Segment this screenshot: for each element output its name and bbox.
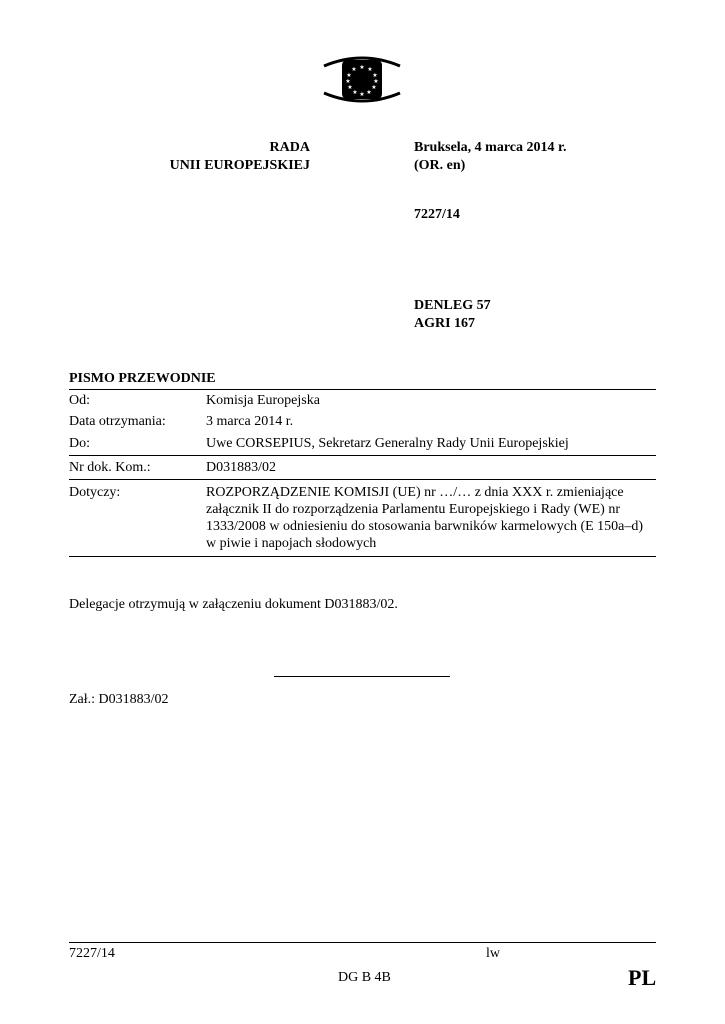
council-name-line2: UNII EUROPEJSKIEJ xyxy=(169,158,310,173)
svg-text:★: ★ xyxy=(359,91,365,98)
document-title: PISMO PRZEWODNIE xyxy=(69,371,216,386)
svg-text:★: ★ xyxy=(367,66,373,73)
commission-doc-value: D031883/02 xyxy=(206,460,276,475)
to-value: Uwe CORSEPIUS, Sekretarz Generalny Rady Unii Europejskiej xyxy=(206,436,569,451)
original-language: (OR. en) xyxy=(414,158,466,173)
to-label: Do: xyxy=(69,436,90,451)
place-date-block xyxy=(414,139,566,175)
code-agri: AGRI 167 xyxy=(414,316,476,331)
from-label: Od: xyxy=(69,393,90,408)
footer-department: DG B 4B xyxy=(338,970,391,985)
council-name-line1: RADA xyxy=(269,140,310,155)
footer-doc-ref: 7227/14 xyxy=(69,946,115,961)
council-name xyxy=(70,139,310,175)
body-text: Delegacje otrzymują w załączeniu dokument D031883/02. xyxy=(69,597,398,612)
classification-codes xyxy=(414,297,491,333)
document-number: 7227/14 xyxy=(414,207,460,222)
footer-initials: lw xyxy=(486,946,500,961)
table-row-from xyxy=(69,389,656,411)
attachment-note: Zał.: D031883/02 xyxy=(69,692,169,707)
svg-text:★: ★ xyxy=(347,84,353,91)
table-row-commission-doc-number xyxy=(69,455,656,479)
svg-text:★: ★ xyxy=(359,64,365,71)
eu-council-logo-icon xyxy=(318,52,406,107)
svg-text:★: ★ xyxy=(346,72,352,79)
table-row-subject xyxy=(69,479,656,556)
svg-text:★: ★ xyxy=(372,72,378,79)
footer-rule xyxy=(69,942,656,943)
svg-text:★: ★ xyxy=(373,78,379,85)
code-denleg: DENLEG 57 xyxy=(414,298,491,313)
svg-text:★: ★ xyxy=(371,84,377,91)
svg-text:★: ★ xyxy=(352,89,358,96)
separator-line xyxy=(274,676,450,677)
svg-text:★: ★ xyxy=(351,66,357,73)
received-date-value: 3 marca 2014 r. xyxy=(206,414,294,429)
svg-text:★: ★ xyxy=(366,89,372,96)
place-date: Bruksela, 4 marca 2014 r. xyxy=(414,140,567,155)
from-value: Komisja Europejska xyxy=(206,393,320,408)
subject-label: Dotyczy: xyxy=(69,485,121,500)
footer-language-code: PL xyxy=(628,965,657,990)
table-bottom-rule xyxy=(69,556,656,557)
subject-value: ROZPORZĄDZENIE KOMISJI (UE) nr …/… z dnia XXX r. zmieniające załącznik II do rozporządzenia Parlamentu Europejskiego i Rady (WE) nr 1333/2008 w odniesieniu do stosowania barwników karmelowych (E 150a–d) w piwie i napojach słodowych xyxy=(206,485,644,551)
received-date-label: Data otrzymania: xyxy=(69,414,166,429)
svg-text:★: ★ xyxy=(345,78,351,85)
transmittal-table xyxy=(69,389,656,557)
commission-doc-label: Nr dok. Kom.: xyxy=(69,460,151,475)
table-row-to xyxy=(69,433,656,455)
table-row-received-date xyxy=(69,411,656,433)
